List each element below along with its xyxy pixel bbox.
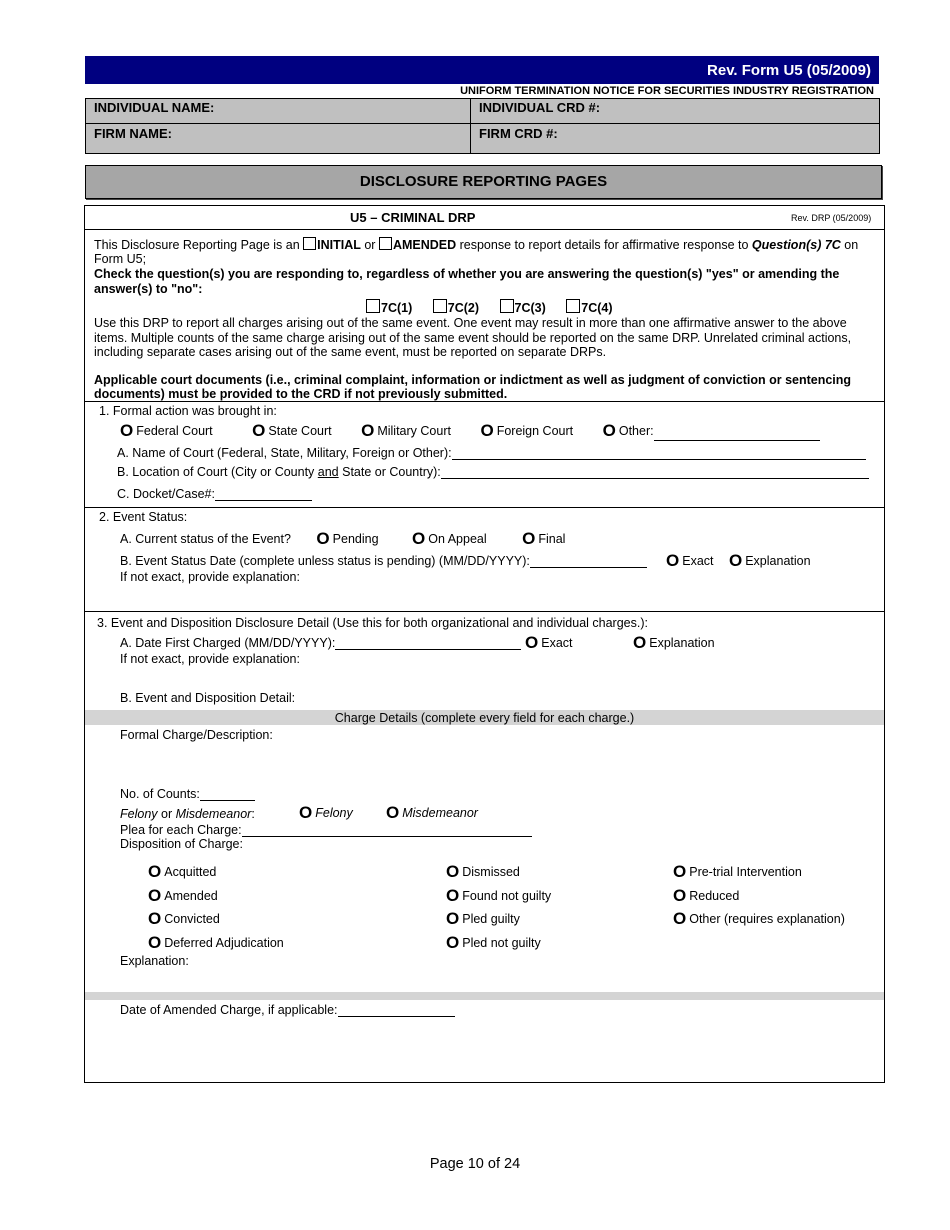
radio-label: Found not guilty xyxy=(462,889,552,903)
radio-circle: O xyxy=(299,803,313,822)
checkbox-7c4-label: 7C(4) xyxy=(581,301,613,315)
intro-line xyxy=(94,237,858,252)
checkbox-7c1[interactable] xyxy=(366,299,380,313)
disposition-explanation-label: Explanation: xyxy=(120,954,189,968)
radio-misdemeanor[interactable] xyxy=(386,803,478,823)
radio-circle: O xyxy=(602,421,616,440)
radio-circle: O xyxy=(446,862,460,881)
plea-row xyxy=(120,823,532,837)
radio-circle: O xyxy=(673,886,687,905)
radio-circle: O xyxy=(316,529,330,548)
radio-circle: O xyxy=(633,633,647,652)
radio-other-court[interactable] xyxy=(602,421,654,440)
or-text: or xyxy=(360,238,379,252)
firm-name-label: FIRM NAME: xyxy=(94,126,172,141)
radio-label: Pre-trial Intervention xyxy=(689,865,802,879)
q2-label: 2. Event Status: xyxy=(99,510,188,524)
court-location-and: and xyxy=(317,465,339,479)
radio-label: Pled not guilty xyxy=(462,936,541,950)
q3-explanation-label: If not exact, provide explanation: xyxy=(120,652,300,666)
radio-label: Deferred Adjudication xyxy=(164,936,284,950)
court-name-label: A. Name of Court (Federal, State, Military, Foreign or Other): xyxy=(117,446,452,460)
radio-circle: O xyxy=(412,529,426,548)
question-reference: Question(s) 7C xyxy=(751,238,841,252)
radio-circle: O xyxy=(522,529,536,548)
formal-charge-label: Formal Charge/Description: xyxy=(120,728,273,742)
radio-label: Federal Court xyxy=(136,424,213,438)
radio-label: Exact xyxy=(541,636,573,650)
drp-title: U5 – CRIMINAL DRP xyxy=(350,210,476,225)
divider xyxy=(85,229,884,230)
firm-crd-label: FIRM CRD #: xyxy=(479,126,558,141)
q3-label: 3. Event and Disposition Disclosure Detail (Use this for both organizational and individual charges.): xyxy=(97,616,648,630)
radio-felony[interactable] xyxy=(299,803,353,823)
amended-charge-date-label: Date of Amended Charge, if applicable: xyxy=(120,1003,338,1017)
radio-acquitted[interactable] xyxy=(148,862,216,882)
use-instruction-2: items. Multiple counts of the same charge arising out of the same event should be reported on the same DRP. Unrelated criminal actions, xyxy=(94,331,852,345)
checkbox-7c2[interactable] xyxy=(433,299,447,313)
individual-crd-label: INDIVIDUAL CRD #: xyxy=(479,100,601,115)
radio-circle: O xyxy=(525,633,539,652)
checkbox-7c3-label: 7C(3) xyxy=(514,301,546,315)
radio-circle: O xyxy=(666,551,680,570)
counts-input[interactable] xyxy=(200,788,255,801)
plea-label: Plea for each Charge: xyxy=(120,823,242,837)
court-name-input[interactable] xyxy=(452,447,866,460)
felony-question-b: Misdemeanor xyxy=(175,807,252,821)
radio-label: Dismissed xyxy=(462,865,520,879)
status-date-exactness xyxy=(666,551,811,571)
divider xyxy=(85,401,884,402)
docket-input[interactable] xyxy=(215,488,312,501)
radio-state-court[interactable] xyxy=(252,421,332,440)
charge-details-title: Charge Details (complete every field for each charge.) xyxy=(334,711,635,725)
intro-text-a: This Disclosure Reporting Page is an xyxy=(94,238,304,252)
radio-explanation-charged[interactable] xyxy=(633,633,715,653)
individual-name-label: INDIVIDUAL NAME: xyxy=(94,100,215,115)
radio-explanation[interactable] xyxy=(728,551,811,570)
radio-circle: O xyxy=(386,803,400,822)
radio-label: Foreign Court xyxy=(496,424,574,438)
disposition-label: Disposition of Charge: xyxy=(120,837,243,851)
form-subtitle: UNIFORM TERMINATION NOTICE FOR SECURITIES INDUSTRY REGISTRATION xyxy=(460,85,874,97)
event-status-date-row xyxy=(120,554,647,568)
amended-charge-date-input[interactable] xyxy=(338,1004,455,1017)
radio-label: Pled guilty xyxy=(462,912,520,926)
counts-label: No. of Counts: xyxy=(120,787,200,801)
use-instruction-3: including separate cases arising out of the same event, must be reported on separate DRPs. xyxy=(94,345,607,359)
radio-amended[interactable] xyxy=(148,886,218,906)
radio-pled-not-guilty[interactable] xyxy=(446,933,541,953)
intro-form: Form U5; xyxy=(94,252,147,266)
date-first-charged-row xyxy=(120,636,521,650)
amended-charge-date-row xyxy=(120,1003,455,1017)
radio-circle: O xyxy=(148,909,162,928)
radio-pending[interactable] xyxy=(316,529,379,548)
section-title: DISCLOSURE REPORTING PAGES xyxy=(359,173,608,190)
radio-label: Convicted xyxy=(164,912,220,926)
radio-deferred-adjudication[interactable] xyxy=(148,933,284,953)
check-instruction-1: Check the question(s) you are responding to, regardless of whether you are answering the question(s) "yes" or amending the xyxy=(94,267,840,281)
radio-label: Other (requires explanation) xyxy=(689,912,845,926)
amended-checkbox[interactable] xyxy=(379,237,392,250)
radio-found-not-guilty[interactable] xyxy=(446,886,551,906)
radio-final[interactable] xyxy=(522,529,566,548)
event-status-row xyxy=(120,529,565,549)
intro-text-b: response to report details for affirmative response to xyxy=(456,238,752,252)
docket-label: C. Docket/Case#: xyxy=(117,487,215,501)
radio-label: Amended xyxy=(164,889,218,903)
court-location-label: B. Location of Court (City or County xyxy=(117,465,318,479)
radio-circle: O xyxy=(252,421,266,440)
event-status-date-label: B. Event Status Date (complete unless status is pending) (MM/DD/YYYY): xyxy=(120,554,530,568)
radio-exact-charged[interactable] xyxy=(525,633,573,653)
radio-foreign-court[interactable] xyxy=(480,421,574,440)
divider xyxy=(85,611,884,612)
radio-on-appeal[interactable] xyxy=(412,529,487,548)
radio-circle: O xyxy=(673,862,687,881)
form-revision: Rev. Form U5 (05/2009) xyxy=(707,62,871,79)
plea-input[interactable] xyxy=(242,824,532,837)
page-number: Page 10 of 24 xyxy=(429,1156,521,1172)
court-type-radio-group xyxy=(120,421,820,441)
radio-circle: O xyxy=(148,862,162,881)
radio-label: On Appeal xyxy=(428,532,487,546)
checkbox-7c2-label: 7C(2) xyxy=(447,301,480,315)
radio-circle: O xyxy=(148,933,162,952)
radio-label: Reduced xyxy=(689,889,740,903)
radio-dismissed[interactable] xyxy=(446,862,520,882)
radio-federal-court[interactable] xyxy=(120,421,213,440)
radio-reduced[interactable] xyxy=(673,886,739,906)
radio-label: Final xyxy=(538,532,566,546)
checkbox-7c4[interactable] xyxy=(566,299,580,313)
docket-row xyxy=(117,487,312,501)
date-first-charged-input[interactable] xyxy=(335,637,521,650)
q2-explanation-label: If not exact, provide explanation: xyxy=(120,570,300,584)
radio-circle: O xyxy=(446,909,460,928)
radio-circle: O xyxy=(480,421,494,440)
initial-label: INITIAL xyxy=(317,238,361,252)
radio-label: Pending xyxy=(332,532,379,546)
event-status-question: A. Current status of the Event? xyxy=(120,532,291,546)
radio-label: State Court xyxy=(268,424,332,438)
use-instruction-1: Use this DRP to report all charges arising out of the same event. One event may result in more than one affirmative answer to the above xyxy=(94,316,847,330)
event-disposition-label: B. Event and Disposition Detail: xyxy=(120,691,296,705)
court-location-row xyxy=(117,465,869,479)
felony-question-colon: : xyxy=(251,807,255,821)
counts-row xyxy=(120,787,255,801)
radio-circle: O xyxy=(120,421,134,440)
divider xyxy=(85,507,884,508)
radio-label: Acquitted xyxy=(164,865,217,879)
felony-question-a: Felony xyxy=(120,807,158,821)
radio-label: Misdemeanor xyxy=(402,806,478,820)
event-status-date-input[interactable] xyxy=(530,555,647,568)
charge-separator-band xyxy=(85,992,884,1000)
radio-exact[interactable] xyxy=(666,551,714,570)
initial-checkbox[interactable] xyxy=(303,237,316,250)
radio-circle: O xyxy=(728,551,743,570)
radio-label: Explanation xyxy=(745,554,811,568)
radio-label: Felony xyxy=(315,806,353,820)
court-location-input[interactable] xyxy=(441,466,869,479)
q1-label: 1. Formal action was brought in: xyxy=(99,404,277,418)
radio-label: Military Court xyxy=(377,424,451,438)
checkbox-7c1-label: 7C(1) xyxy=(381,301,413,315)
radio-circle: O xyxy=(148,886,162,905)
court-location-label-end: State or Country): xyxy=(338,465,441,479)
radio-label: Explanation xyxy=(649,636,715,650)
date-first-charged-label: A. Date First Charged (MM/DD/YYYY): xyxy=(120,636,336,650)
radio-pretrial-intervention[interactable] xyxy=(673,862,802,882)
radio-circle: O xyxy=(446,933,460,952)
radio-military-court[interactable] xyxy=(361,421,451,440)
checkbox-row xyxy=(366,299,613,315)
check-instruction-2: answer(s) to "no": xyxy=(94,282,203,296)
radio-circle: O xyxy=(361,421,375,440)
court-docs-instruction-2: documents) must be provided to the CRD if not previously submitted. xyxy=(94,387,508,401)
radio-circle: O xyxy=(673,909,687,928)
radio-pled-guilty[interactable] xyxy=(446,909,520,929)
felony-question-or: or xyxy=(157,807,176,821)
amended-label: AMENDED xyxy=(392,238,457,252)
other-court-input[interactable] xyxy=(654,428,820,441)
radio-label: Exact xyxy=(682,554,714,568)
checkbox-7c3[interactable] xyxy=(500,299,514,313)
felony-question xyxy=(120,807,255,821)
radio-circle: O xyxy=(446,886,460,905)
radio-convicted[interactable] xyxy=(148,909,220,929)
intro-text-c: on xyxy=(840,238,859,252)
court-docs-instruction-1: Applicable court documents (i.e., criminal complaint, information or indictment as well as judgment of conviction or sentencing xyxy=(94,373,852,387)
court-name-row xyxy=(117,446,866,460)
radio-label: Other: xyxy=(618,424,654,438)
drp-revision: Rev. DRP (05/2009) xyxy=(791,213,872,223)
radio-other-disposition[interactable] xyxy=(673,909,845,929)
